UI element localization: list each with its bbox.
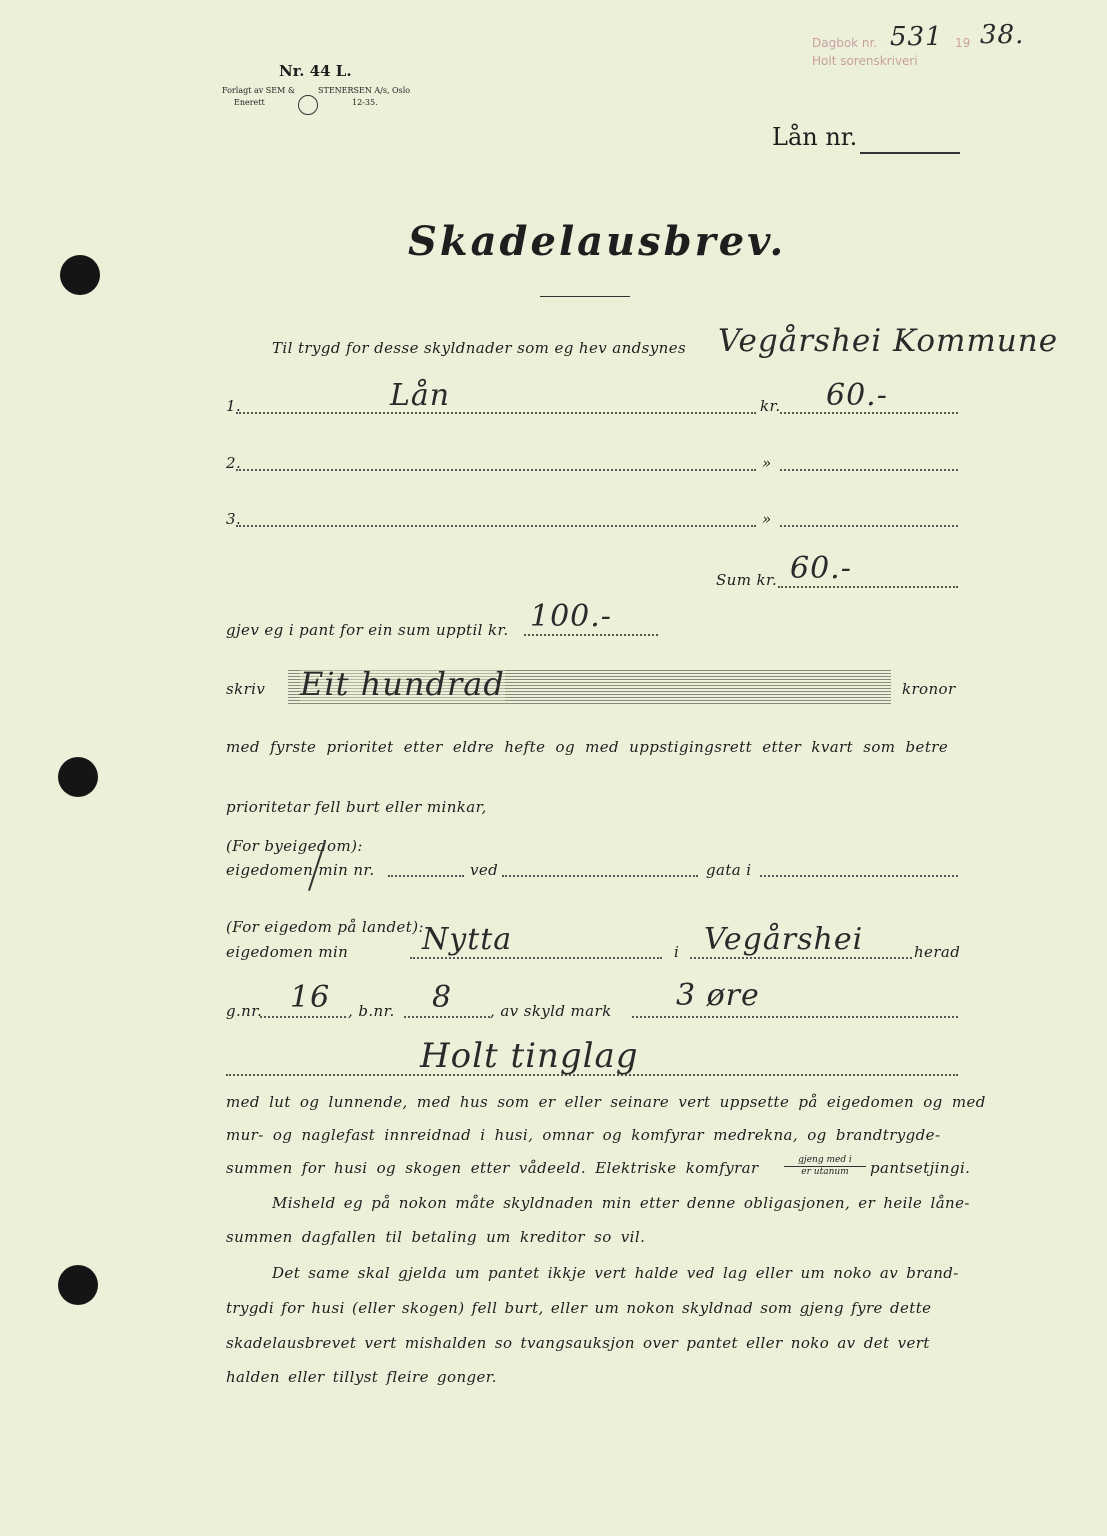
pledge-label: gjev eg i pant for ein sum upptil kr. [226,621,509,639]
publisher-logo-icon [298,95,318,115]
gnr-value: 16 [290,980,331,1015]
skyld-value: 3 øre [676,978,760,1013]
city-label-ved: ved [470,861,499,879]
city-heading: (For byeigedom): [226,837,363,855]
form-number: Nr. 44 L. [279,62,352,80]
loan-number-line [860,152,960,154]
document-title: Skadelausbrev. [408,218,787,265]
debt-line-1 [236,412,756,414]
creditor-name: Vegårshei Kommune [718,323,1059,359]
loan-number-label: Lån nr. [772,123,858,151]
body-line-8: skadelausbrevet vert mishalden so tvangsauksjon over pantet eller noko av det vert [226,1334,930,1352]
city-ved-line [502,875,698,877]
priority-line-2: prioritetar fell burt eller minkar, [226,798,487,816]
publisher-line2-left: Enerett [234,98,265,107]
dagbok-stamp-label: Dagbok nr. [812,36,878,50]
debt-amount-line-3 [780,525,958,527]
in-words-value: Eit hundrad [300,665,505,703]
rural-label-i: i [674,943,680,961]
city-label-gata: gata i [706,861,752,879]
debt-amount-1: 60.- [826,378,888,413]
dagbok-year-prefix: 19 [955,36,971,50]
court-name: Holt tinglag [420,1036,639,1076]
punch-hole-bottom [58,1265,98,1305]
body-line-2: mur- og naglefast innreidnad i husi, omnar og komfyrar medrekna, og brandtrygde- [226,1126,941,1144]
sum-amount: 60.- [790,551,852,586]
fraction [784,1155,866,1178]
body-line-7: trygdi for husi (eller skogen) fell burt, eller um nokon skyldnad som gjeng fyre dette [226,1299,932,1317]
gnr-line [260,1016,346,1018]
dagbok-number: 531 [890,22,943,52]
priority-line-1: med fyrste prioritet etter eldre hefte og med uppstigingsrett etter kvart som betre [226,738,949,756]
city-nr-line [388,875,464,877]
dagbok-year-suffix: 38. [980,20,1025,50]
body-line-6: Det same skal gjelda um pantet ikkje vert halde ved lag eller um noko av brand- [272,1264,959,1282]
bnr-label: , b.nr. [348,1002,395,1020]
rural-label-herad: herad [914,943,961,961]
pledge-line [524,634,658,636]
in-words-suffix: kronor [902,680,956,698]
debt-line-3 [236,525,756,527]
publisher-line1-right: STENERSEN A/s, Oslo [318,86,411,95]
title-divider [540,296,630,297]
sum-label: Sum kr. [716,571,778,589]
body-line-3: summen for husi og skogen etter vådeeld. Elektriske komfyrar [226,1159,759,1177]
debt-currency-2: » [762,454,772,472]
city-label-nr: eigedomen min nr. [226,861,375,879]
publisher-line1-left: Forlagt av SEM & [222,86,295,95]
intro-text: Til trygd for desse skyldnader som eg hev andsynes [272,339,687,357]
rural-property-name: Nytta [422,922,513,957]
pledge-amount: 100.- [530,599,612,634]
bnr-line [404,1016,490,1018]
rural-label: eigedomen min [226,943,349,961]
rural-name-line [410,957,662,959]
rural-heading: (For eigedom på landet): [226,918,424,936]
body-line-5: summen dagfallen til betaling um kreditor so vil. [226,1228,646,1246]
skyld-line [632,1016,958,1018]
rural-municipality-line [690,957,912,959]
in-words-label: skriv [226,680,266,698]
court-stamp: Holt sorenskriveri [812,54,918,68]
debt-currency-1: kr. [760,397,781,415]
fraction-top: gjeng med i [784,1155,866,1167]
punch-hole-middle [58,757,98,797]
fraction-after: pantsetjingi. [870,1159,971,1177]
gnr-label: g.nr. [226,1002,263,1020]
rural-municipality: Vegårshei [704,922,864,957]
debt-line-2 [236,469,756,471]
debt-amount-line-2 [780,469,958,471]
sum-line [778,586,958,588]
city-gata-line [760,875,958,877]
body-line-1: med lut og lunnende, med hus som er eller seinare vert uppsette på eigedomen og med [226,1093,986,1111]
debt-description-1: Lån [390,378,451,413]
debt-number-2: 2. [226,454,242,472]
body-line-4: Misheld eg på nokon måte skyldnaden min etter denne obligasjonen, er heile låne- [272,1194,970,1212]
debt-currency-3: » [762,510,772,528]
skyld-label: , av skyld mark [490,1002,612,1020]
fraction-bottom: er utanum [801,1167,849,1177]
body-line-9: halden eller tillyst fleire gonger. [226,1368,497,1386]
publisher-line2-right: 12-35. [352,98,378,107]
punch-hole-top [60,255,100,295]
bnr-value: 8 [432,980,453,1015]
debt-number-1: 1. [226,397,242,415]
debt-number-3: 3. [226,510,242,528]
